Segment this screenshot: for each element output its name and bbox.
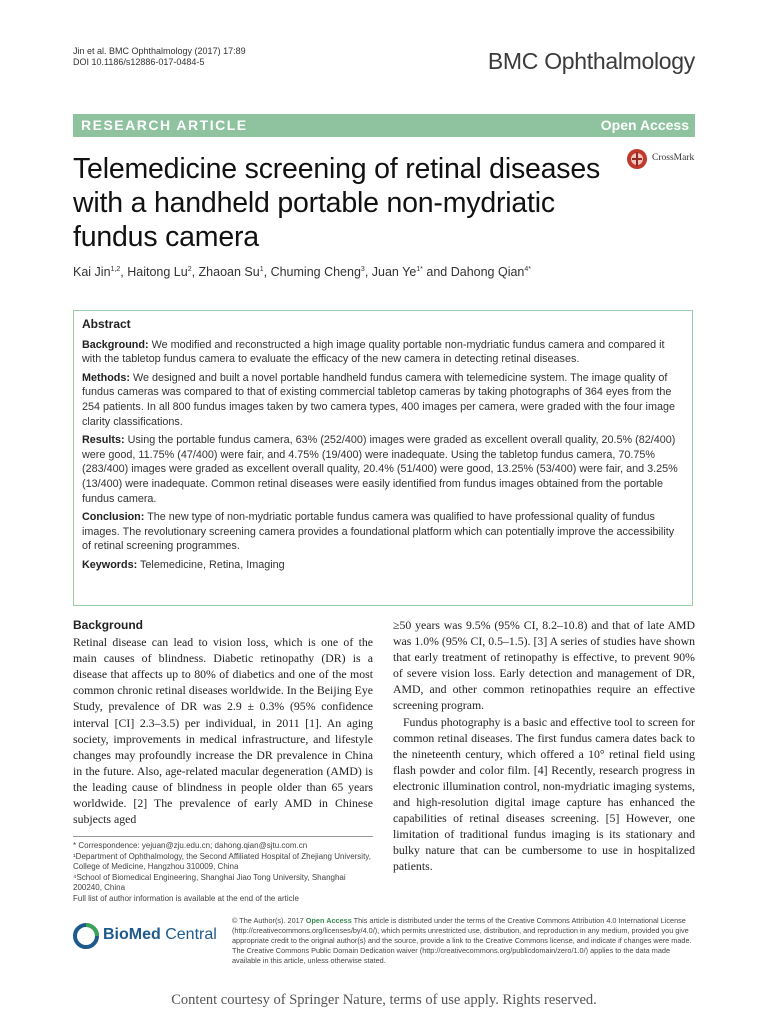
affiliation-mark: 2 [187,265,192,273]
logo-text-bio: BioMed [103,926,161,943]
section-heading-background: Background [73,618,144,632]
author-name[interactable]: Kai Jin [73,265,111,279]
license-copyright: © The Author(s). 2017 [232,916,306,925]
biomed-central-icon [73,923,99,949]
correspondence-note: * Correspondence: yejuan@zju.edu.cn; dahong.qian@sjtu.com.cn [73,841,308,850]
citation-header [73,46,246,68]
crossmark-badge[interactable] [626,148,696,170]
author-separator: , [191,265,199,279]
author-separator: , [120,265,128,279]
abstract-keywords-text: Telemedicine, Retina, Imaging [140,558,285,571]
footnotes [73,836,373,904]
author-list [73,265,531,279]
crossmark-label: CrossMark [652,153,695,163]
abstract-methods-label: Methods: [82,371,130,384]
abstract-methods-text: We designed and built a novel portable handheld fundus camera with telemedicine system. The image quality of fundus cameras was compared to that of existing commercial tabletop cameras by taking photographs of 364 eyes from the 254 patients. In all 800 fundus images taken by two camera types, 400 images per camera, were graded with the four image clarity classifications. [82,371,675,428]
abstract-background-text: We modified and reconstructed a high image quality portable non-mydriatic fundus camera and compared it with the tabletop fundus camera to evaluate the efficacy of the new camera in detecting retinal diseases. [82,338,665,366]
author-name[interactable]: Juan Ye [371,265,417,279]
license-open-access: Open Access [305,916,352,925]
journal-name: BMC Ophthalmology [487,48,695,74]
affiliation-mark: 4* [524,265,532,273]
logo-text-central: Central [160,926,217,943]
affiliation-mark: 1 [259,265,264,273]
abstract-results-text: Using the portable fundus camera, 63% (252/400) images were graded as excellent overall quality, 20.5% (82/400) were good, 11.75% (47/400) were fair, and 4.75% (19/400) were inadequate. Using the tabletop fundus camera, 70.75% (283/400) images were graded as excellent overall quality, 20.4% (51/400) were good, 13.25% (53/400) were fair, and 3.25% (13/400) were inadequate. Common retinal diseases were easily identified from fundus images obtained from the portable fundus camera. [82,434,678,505]
affiliation-note: ¹Department of Ophthalmology, the Second Affiliated Hospital of Zhejiang University, College of Medicine, Hangzhou 310009, China [73,851,371,871]
affiliation-mark: 1,2 [110,265,121,273]
author-name[interactable]: Dahong Qian [450,265,525,279]
abstract-keywords [82,558,684,573]
abstract-methods [82,371,684,429]
author-separator: , [364,265,372,279]
abstract-keywords-label: Keywords: [82,558,138,571]
open-access-label: Open Access [600,117,689,133]
article-type-label: RESEARCH ARTICLE [81,117,248,133]
affiliation-mark: 1* [416,265,423,273]
crossmark-icon [626,148,648,170]
doi-line[interactable]: DOI 10.1186/s12886-017-0484-5 [73,57,205,67]
license-statement [232,916,695,966]
body-paragraph: Retinal disease can lead to vision loss, which is one of the main causes of blindness. Diabetic retinopathy (DR) is a disease that affects up to 80% of diabetics and one of the most common chronic retinal diseases worldwide. In the Beijing Eye Study, prevalence of DR was 2.9 ± 0.3% (95% confidence interval [CI] 2.3–3.5) per individual, in 2011 [1]. An aging society, improvements in medical infrastructure, and lifestyle changes may profoundly increase the DR prevalence in China in the future. Also, age-related macular degeneration (AMD) is the leading cause of blindness in people older than 65 years worldwide. [2] The prevalence of early AMD in Chinese subjects aged [73,635,373,827]
courtesy-notice: Content courtesy of Springer Nature, terms of use apply. Rights reserved. [171,992,597,1008]
author-info-note: Full list of author information is available at the end of the article [73,893,299,903]
abstract-box [73,310,693,606]
body-paragraph: ≥50 years was 9.5% (95% CI, 8.2–10.8) and that of late AMD was 1.0% (95% CI, 0.5–1.5). [3] A series of studies have shown that early treatment of retinopathy is effective, to prevent 90% of severe vision loss. Early detection and management of DR, AMD, and other common retinopathies require an effective screening program. [393,618,695,713]
logo-text [103,926,217,944]
abstract-results-label: Results: [82,434,125,447]
author-name[interactable]: Chuming Cheng [270,265,361,279]
author-separator: , [263,265,271,279]
affiliation-mark: 3 [360,265,365,273]
abstract-conclusion-text: The new type of non-mydriatic portable fundus camera was qualified to have professional quality of fundus images. The revolutionary screening camera provides a foundational platform which can potentially improve the accessibility of retinal screening programmes. [82,511,675,553]
body-paragraph: Fundus photography is a basic and effective tool to screen for common retinal diseases. The first fundus camera dates back to the nineteenth century, which offered a 10° retinal field using flash powder and color film. [4] Recently, research progress in electronic illumination control, non-mydriatic imaging systems, and high-resolution digital image capture has enhanced the capabilities of retinal diseases screening. [5] However, one limitation of traditional fundus imaging is its stationary and bulky nature that can be cumbersome to use in hospitalized patients. [393,714,695,874]
article-type-banner [73,114,695,137]
author-name[interactable]: Zhaoan Su [198,265,260,279]
license-text: This article is distributed under the terms of the Creative Commons Attribution 4.0 International License (http://creativecommons.org/licenses/by/4.0/), which permits unrestricted use, distribution, and reproduction in any medium, provided you give appropriate credit to the original author(s) and the source, provide a link to the Creative Commons license, and indicate if changes were made. The Creative Commons Public Domain Dedication waiver (http://creativecommons.org/publicdomain/zero/1.0/) applies to the data made available in this article, unless otherwise stated. [232,916,692,965]
article-title: Telemedicine screening of retinal diseases with a handheld portable non-mydriatic fundus camera [73,153,601,253]
abstract-results [82,433,684,506]
biomed-central-logo [73,918,223,954]
abstract-heading: Abstract [82,317,131,331]
author-separator: and [422,265,451,279]
body-left-column [73,617,373,827]
abstract-conclusion-label: Conclusion: [82,511,145,524]
abstract-background [82,338,684,367]
citation-line: Jin et al. BMC Ophthalmology (2017) 17:89 [73,46,246,56]
author-name[interactable]: Haitong Lu [127,265,188,279]
abstract-conclusion [82,510,684,554]
body-right-column [393,617,695,875]
affiliation-note: ⁴School of Biomedical Engineering, Shanghai Jiao Tong University, Shanghai 200240, China [73,872,346,892]
abstract-background-label: Background: [82,338,149,351]
